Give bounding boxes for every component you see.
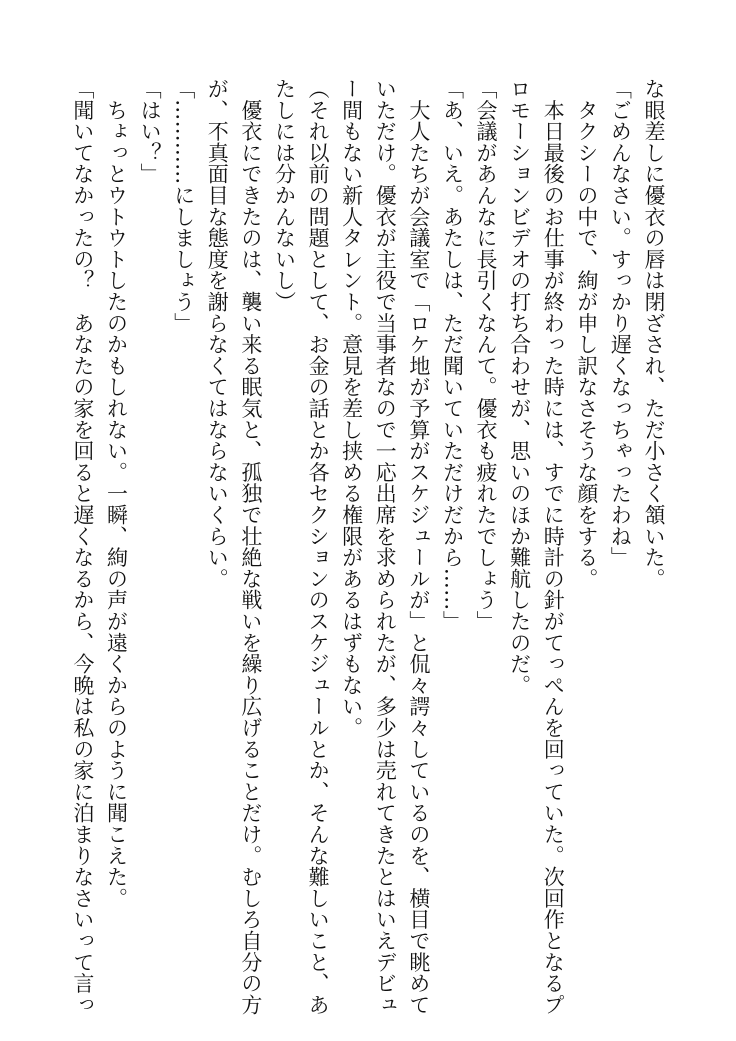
text-line: 優衣にできたのは、襲い来る眠気と、孤独で壮絶な戦いを繰り広げることだけ。むしろ自分の方 [238,78,263,1016]
text-line: が、不真面目な態度を謝らなくてはならないくらい。 [205,78,230,590]
text-line: ロモーションビデオの打ち合わせが、思いのほか難航したのだ。 [507,78,532,696]
text-line: 「はい？」 [138,78,163,185]
text-line: 「会議があんなに長引くなんて。優衣も疲れたでしょう」 [474,78,499,632]
text-line: 「ごめんなさい。すっかり遅くなっちゃったわね」 [608,78,633,568]
text-line: 「聞いてなかったの？ あなたの家を回ると遅くなるから、今晩は私の家に泊まりなさいって言っ [70,78,95,1016]
text-line: いただけ。優衣が主役で当事者なので一応出席を求められたが、多少は売れてきたとはいえデビュ [373,78,398,1016]
text-line: 大人たちが会議室で「ロケ地が予算がスケジュールが」と侃々諤々しているのを、横目で眺めて [406,78,431,1016]
text-line: たしには分かんないし） [272,78,297,313]
text-line: タクシーの中で、絢が申し訳なさそうな顔をする。 [574,78,599,590]
vertical-text-body [65,78,670,1016]
text-line: 「あ、いえ。あたしは、ただ聞いていただけだから……」 [440,78,465,632]
text-line: 「…………にしましょう」 [171,78,196,334]
text-line: ちょっとウトウトしたのかもしれない。一瞬、絢の声が遠くからのように聞こえた。 [104,78,129,909]
text-line: （それ以前の問題として、お金の話とか各セクションのスケジュールとか、そんな難しいこと、あ [306,78,331,1016]
text-line: ー間もない新人タレント。意見を差し挟める権限があるはずもない。 [339,78,364,739]
text-line: な眼差しに優衣の唇は閉ざされ、ただ小さく頷いた。 [642,78,666,590]
text-line: 本日最後のお仕事が終わった時には、すでに時計の針がてっぺんを回っていた。次回作となるプ [541,78,566,1016]
